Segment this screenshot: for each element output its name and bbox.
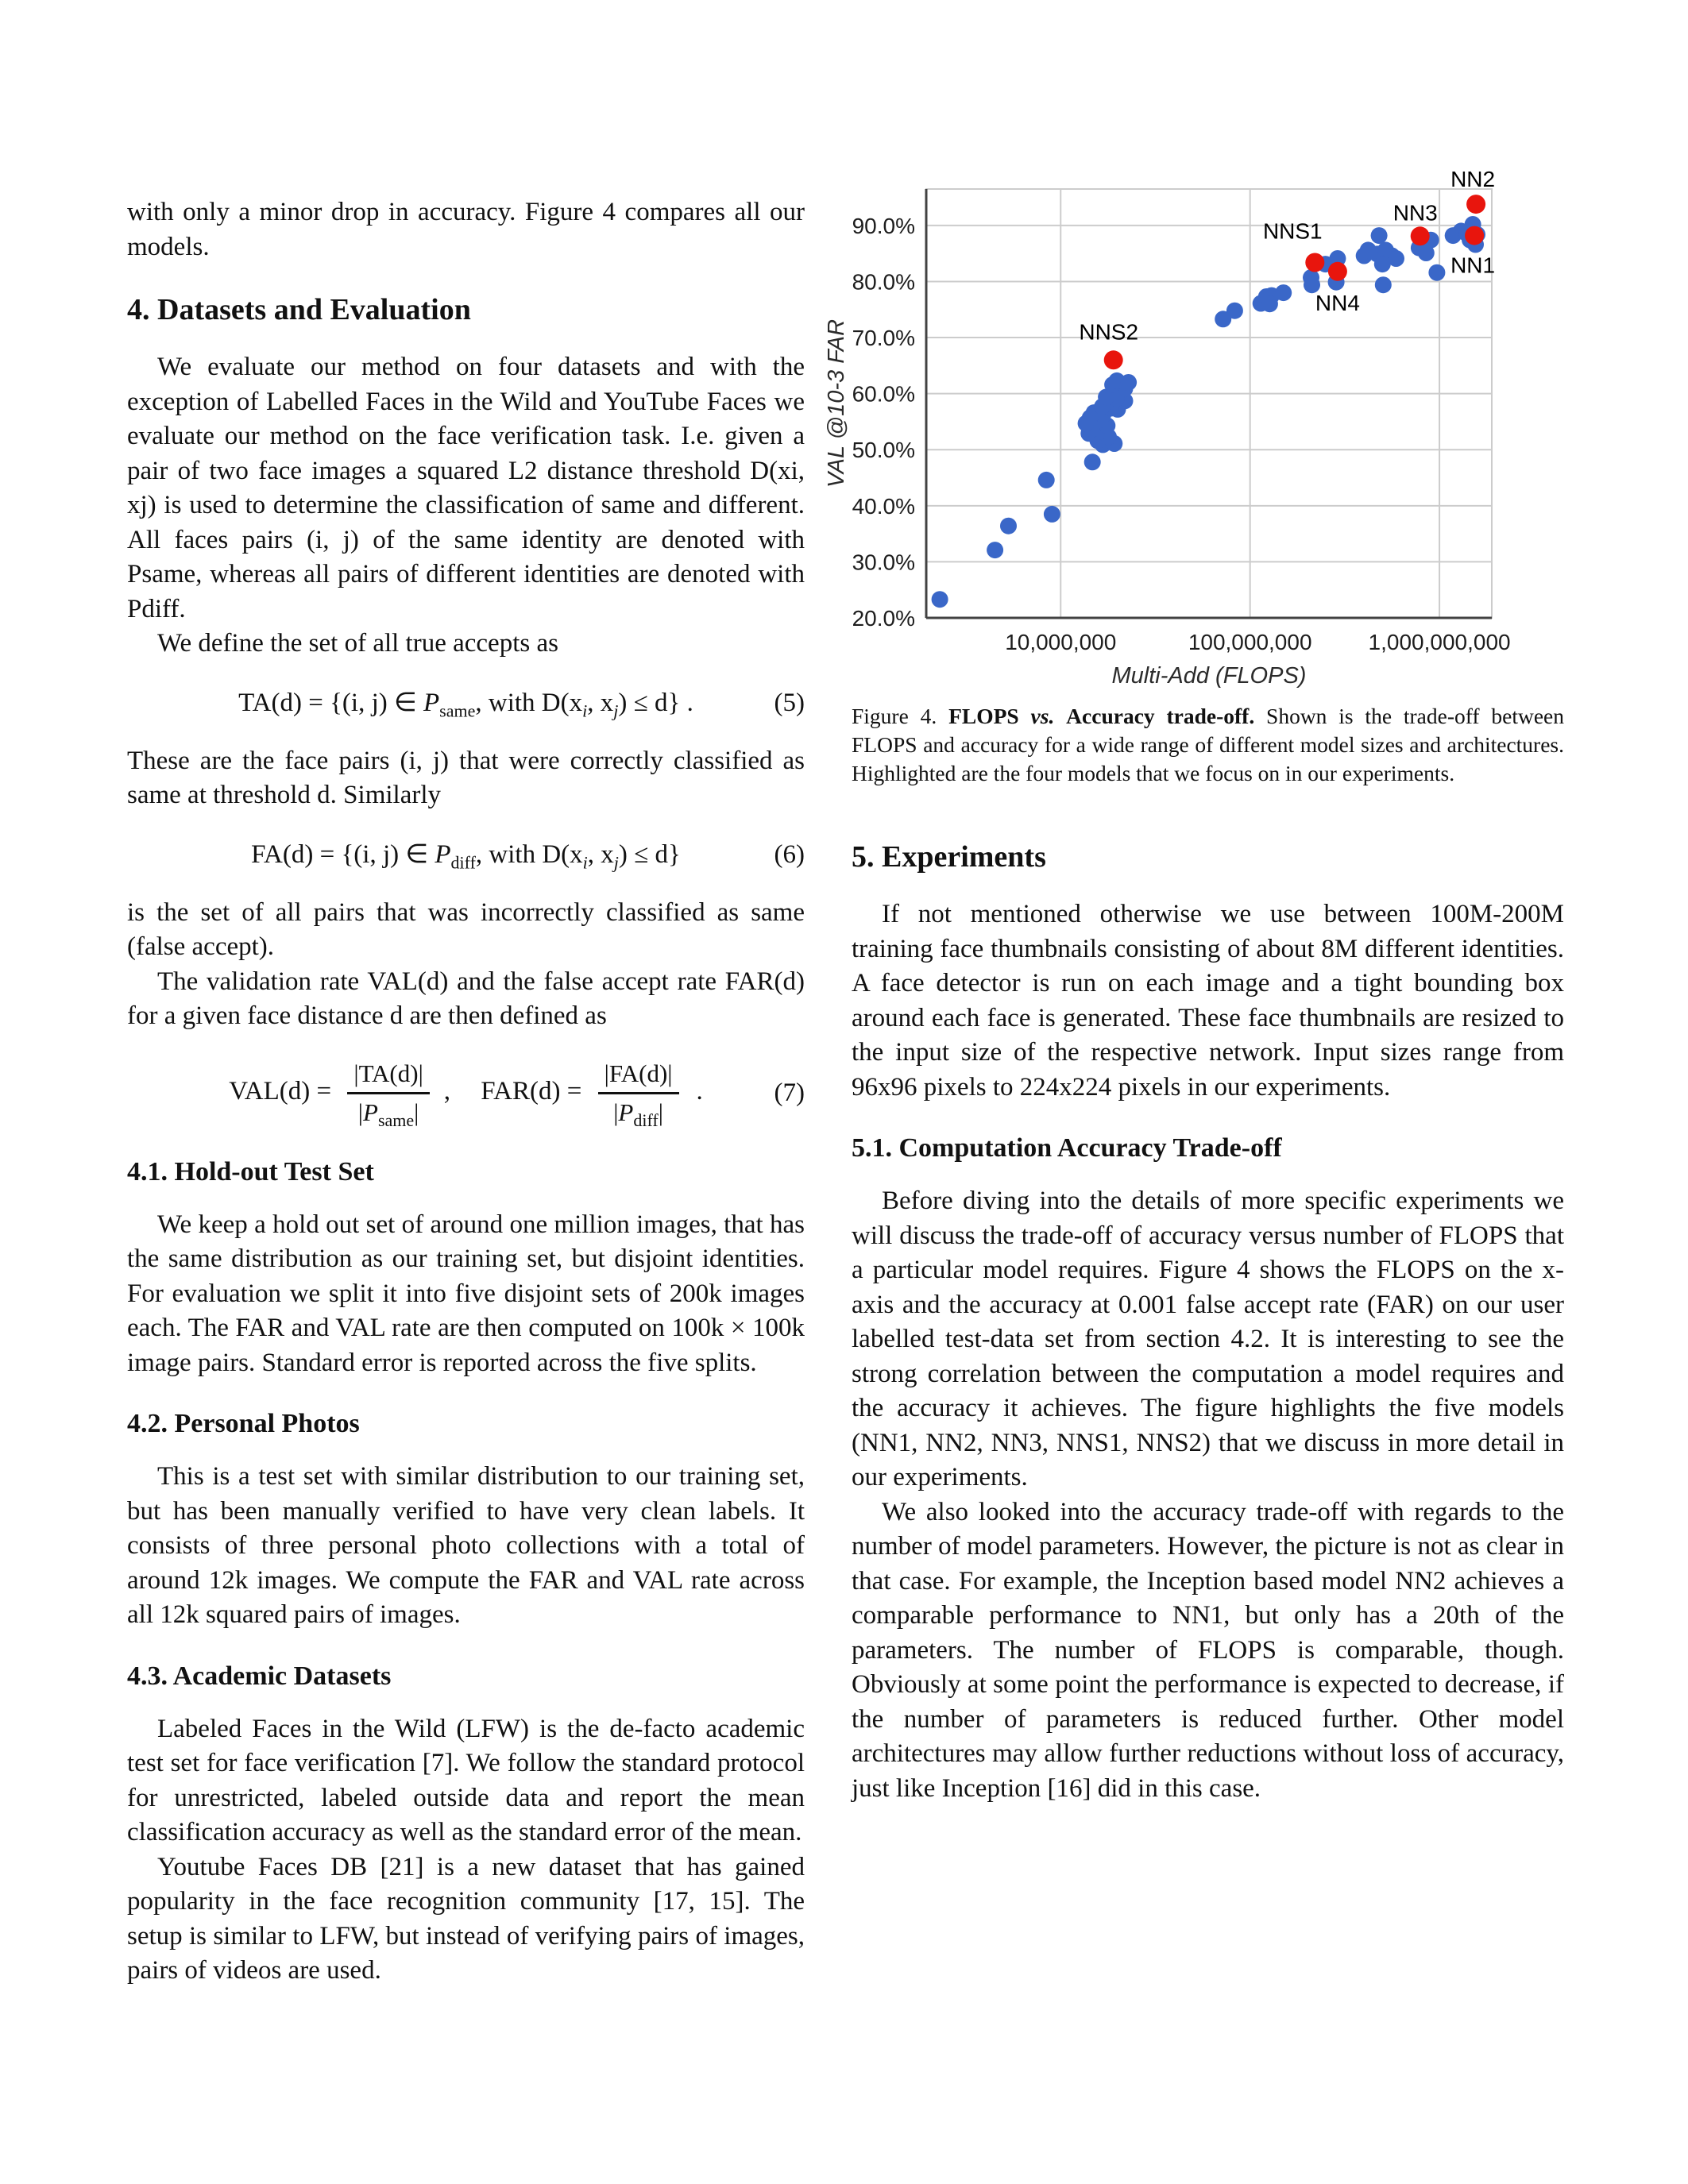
paragraph-val-far: The validation rate VAL(d) and the false accept rate FAR(d) for a given face distance d are then defined as bbox=[127, 967, 805, 1030]
point-label-nn2: NN2 bbox=[1450, 167, 1496, 192]
plot-border bbox=[926, 189, 1492, 618]
equation-5-body: TA(d) = {(i, j) ∈ $P_{same}$, with $D(x_i$, $x_j) \le d$} . bbox=[238, 688, 693, 721]
point-label-nn4: NN4 bbox=[1315, 290, 1360, 315]
section-4-1-heading: 4.1. Hold-out Test Set bbox=[127, 1156, 374, 1187]
point-label-nn1: NN1 bbox=[1450, 253, 1496, 278]
highlighted-point bbox=[1465, 226, 1484, 245]
section-4-heading: 4. Datasets and Evaluation bbox=[127, 293, 471, 326]
point-label-nn3: NN3 bbox=[1393, 200, 1438, 226]
figure-4-caption: Figure 4. FLOPS vs. Accuracy trade-off. Shown is the trade-off between FLOPS and accuracy for a wide range of different model sizes and architectures. Highlighted are the four models that we focus on in our experiments. bbox=[852, 704, 1564, 785]
x-axis-title: Multi-Add (FLOPS) bbox=[1111, 663, 1307, 689]
highlighted-point bbox=[1305, 253, 1324, 272]
paragraph-intro: with only a minor drop in accuracy. Figure 4 compares all our models. bbox=[127, 198, 805, 261]
right-column bbox=[824, 102, 1564, 1806]
section-4-3-heading: 4.3. Academic Datasets bbox=[127, 1661, 392, 1691]
scatter-point bbox=[987, 542, 1003, 558]
section-5-1-paragraph-2: We also looked into the accuracy trade-off with regards to the number of model parameters. However, the picture is not as clear in that case. For example, the Inception based model NN2 achieves a comparable performance to NN1, but only has a 20th of the parameters. The number of FLOPS is comparable, though. Obviously at some point the performance is expected to decrease, if the number of parameters is reduced further. Other model architectures may allow further reductions without loss of accuracy, just like Inception [16] did in this case. bbox=[852, 1497, 1564, 1803]
left-column bbox=[127, 195, 805, 1989]
equation-7-number: (7) bbox=[774, 1078, 805, 1107]
scatter-point bbox=[1226, 303, 1243, 319]
y-tick-label: 90.0% bbox=[852, 213, 915, 238]
section-5-heading: 5. Experiments bbox=[852, 840, 1046, 874]
figure-4 bbox=[824, 102, 1564, 788]
section-5-1-heading: 5.1. Computation Accuracy Trade-off bbox=[852, 1133, 1282, 1163]
y-axis-title: VAL @10-3 FAR bbox=[824, 318, 849, 488]
scatter-point bbox=[1374, 256, 1391, 272]
y-tick-label: 50.0% bbox=[852, 438, 915, 463]
fraction-val: $\frac{|TA(d)|}{|P_{same}|}$ bbox=[347, 1058, 429, 1129]
y-tick-label: 60.0% bbox=[852, 381, 915, 407]
point-label-nns2: NNS2 bbox=[1079, 319, 1139, 345]
figure-caption-label: Figure 4. bbox=[852, 704, 937, 728]
y-tick-label: 40.0% bbox=[852, 493, 915, 519]
scatter-point bbox=[1428, 264, 1445, 281]
equation-7 bbox=[127, 1058, 805, 1129]
equation-5-number: (5) bbox=[774, 688, 805, 717]
section-4-3-paragraph-2: Youtube Faces DB [21] is a new dataset that has gained popularity in the face recognition community [17, 15]. The setup is similar to LFW, but instead of verifying pairs of images, pairs of videos are used. bbox=[127, 1852, 805, 1985]
scatter-point bbox=[1261, 295, 1278, 312]
y-tick-label: 80.0% bbox=[852, 269, 915, 295]
section-4-3-paragraph-1: Labeled Faces in the Wild (LFW) is the de-facto academic test set for face verification [7]. We follow the standard protocol for unrestricted, labeled outside data and report the mean classification accuracy as well as the standard error of the mean. bbox=[127, 1714, 805, 1846]
section-4-2-heading: 4.2. Personal Photos bbox=[127, 1409, 360, 1438]
y-tick-label: 20.0% bbox=[852, 606, 915, 631]
highlighted-point bbox=[1411, 226, 1430, 245]
scatter-point bbox=[1275, 284, 1292, 301]
scatter-point bbox=[1120, 374, 1137, 391]
scatter-point bbox=[1000, 518, 1017, 534]
x-tick-label: 100,000,000 bbox=[1188, 630, 1312, 654]
section-5-paragraph: If not mentioned otherwise we use between 100M-200M training face thumbnails consisting of about 8M different identities. A face detector is run on each image and a tight bounding box around each face is generated. These face thumbnails are resized to the input size of the respective network. Input sizes range from 96x96 pixels to 224x224 pixels in our experiments. bbox=[852, 900, 1564, 1102]
equation-7-body: VAL(d) = $\frac{|TA(d)|}{|P_{same}|}$ , FAR(d) = $\frac{|FA(d)|}{|P_{diff}|}$ . bbox=[229, 1059, 703, 1130]
highlighted-point bbox=[1466, 195, 1485, 214]
flops-accuracy-scatter-chart bbox=[824, 102, 1562, 689]
section-4-1-paragraph: We keep a hold out set of around one million images, that has the same distribution as our training set, but disjoint identities. For evaluation we split it into five disjoint sets of 200k images each. The FAR and VAL rate are then computed on 100k × 100k image pairs. Standard error is reported across the five splits. bbox=[127, 1210, 805, 1377]
scatter-point bbox=[1084, 453, 1101, 470]
scatter-point bbox=[1038, 472, 1055, 488]
fraction-far: $\frac{|FA(d)|}{|P_{diff}|}$ bbox=[598, 1058, 679, 1129]
scatter-point bbox=[1044, 506, 1060, 523]
equation-5 bbox=[127, 685, 805, 720]
section-4-2-paragraph: This is a test set with similar distribution to our training set, but has been manually verified to have very clean labels. It consists of three personal photo collections with a total of around 12k images. We compute the FAR and VAL rate across all 12k squared pairs of images. bbox=[127, 1462, 805, 1629]
paragraph-after-eq5: These are the face pairs (i, j) that were correctly classified as same at threshold d. Similarly bbox=[127, 746, 805, 809]
section-5-1-paragraph-1: Before diving into the details of more specific experiments we will discuss the trade-off of accuracy versus number of FLOPS that a particular model requires. Figure 4 shows the FLOPS on the x-axis and the accuracy at 0.001 false accept rate (FAR) on our user labelled test-data set from section 4.2. It is interesting to see the strong correlation between the computation a model requires and the accuracy it achieves. The figure highlights the five models (NN1, NN2, NN3, NNS1, NNS2) that we discuss in more detail in our experiments. bbox=[852, 1187, 1564, 1491]
equation-6-body: FA(d) = {(i, j) ∈ $P_{diff}$, with $D(x_i$, $x_j) \le d$} bbox=[251, 839, 681, 873]
highlighted-point bbox=[1328, 262, 1347, 281]
x-tick-label: 10,000,000 bbox=[1005, 630, 1117, 654]
paragraph-after-eq6: is the set of all pairs that was incorrectly classified as same (false accept). bbox=[127, 897, 805, 961]
scatter-point bbox=[932, 591, 948, 608]
y-tick-label: 70.0% bbox=[852, 326, 915, 351]
x-tick-label: 1,000,000,000 bbox=[1368, 630, 1511, 654]
equation-6-number: (6) bbox=[774, 839, 805, 869]
highlighted-point bbox=[1104, 350, 1123, 369]
section-4-paragraph-2: We define the set of all true accepts as bbox=[157, 629, 558, 658]
section-4-paragraph-1: We evaluate our method on four datasets and with the exception of Labelled Faces in the Wild and YouTube Faces we evaluate our method on the face verification task. I.e. given a pair of two face images a squared L2 distance threshold D(xi, xj) is used to determine the classification of same and different. All faces pairs (i, j) of the same identity are denoted with Psame, whereas all pairs of different identities are denoted with Pdiff. bbox=[127, 353, 805, 623]
y-tick-label: 30.0% bbox=[852, 550, 915, 575]
scatter-point bbox=[1375, 276, 1392, 293]
scatter-point bbox=[1371, 227, 1388, 244]
point-label-nns1: NNS1 bbox=[1262, 218, 1323, 244]
equation-6 bbox=[127, 837, 805, 872]
